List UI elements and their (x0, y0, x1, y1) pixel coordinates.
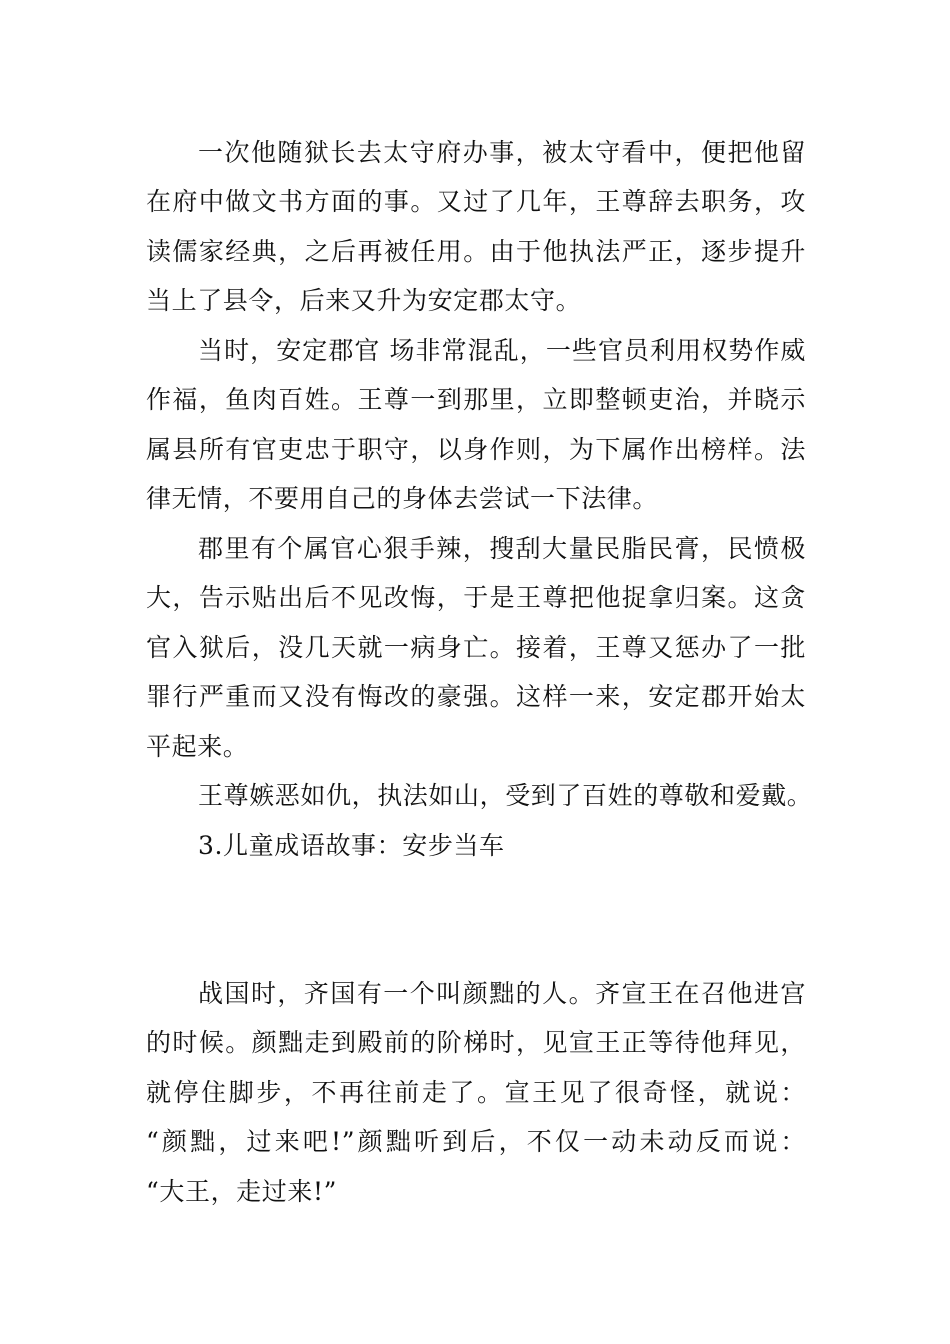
text-line: 当时，安定郡官 场非常混乱，一些官员利用权势作威 (198, 336, 806, 365)
text-line: 官入狱后，没几天就一病身亡。接着，王尊又惩办了一批 (146, 632, 806, 662)
text-line: 大，告示贴出后不见改悔，于是王尊把他捉拿归案。这贪 (146, 583, 806, 613)
text-line: 属县所有官吏忠于职守，以身作则，为下属作出榜样。法 (146, 434, 806, 464)
text-line: 平起来。 (146, 731, 249, 761)
text-line: 战国时，齐国有一个叫颜黜的人。齐宣王在召他进宫 (198, 979, 806, 1008)
text-line: 郡里有个属官心狠手辣，搜刮大量民脂民膏，民愤极 (198, 534, 806, 563)
paragraph-wang-zun-appointment (146, 128, 806, 326)
text-line: 一次他随狱长去太守府办事，被太守看中，便把他留 (198, 138, 806, 167)
text-line: 作福，鱼肉百姓。王尊一到那里，立即整顿吏治，并晓示 (146, 385, 806, 415)
text-line: 罪行严重而又没有悔改的豪强。这样一来，安定郡开始太 (146, 682, 806, 712)
text-line: 在府中做文书方面的事。又过了几年，王尊辞去职务，攻 (146, 187, 806, 217)
text-line: 王尊嫉恶如仇，执法如山，受到了百姓的尊敬和爱戴。 (198, 781, 813, 810)
section-heading (146, 821, 806, 870)
text-line: 读儒家经典，之后再被任用。由于他执法严正，逐步提升 (146, 236, 806, 266)
text-line: 律无情，不要用自己的身体去尝试一下法律。 (146, 484, 659, 514)
paragraph-yan-chu-story (146, 969, 806, 1216)
text-line: 当上了县令，后来又升为安定郡太守。 (146, 286, 582, 316)
text-line: 就停住脚步，不再往前走了。宣王见了很奇怪，就说： (146, 1077, 806, 1107)
paragraph-corrupt-official (146, 524, 806, 771)
paragraph-anding-officials (146, 326, 806, 524)
text-line: “颜黜，过来吧!”颜黜听到后，不仅一动未动反而说： (146, 1127, 806, 1157)
heading-text: 3.儿童成语故事：安步当车 (198, 831, 505, 860)
paragraph-conclusion (146, 771, 813, 820)
text-line: 的时候。颜黜走到殿前的阶梯时，见宣王正等待他拜见， (146, 1028, 806, 1058)
text-line: “大王，走过来!” (146, 1176, 338, 1206)
